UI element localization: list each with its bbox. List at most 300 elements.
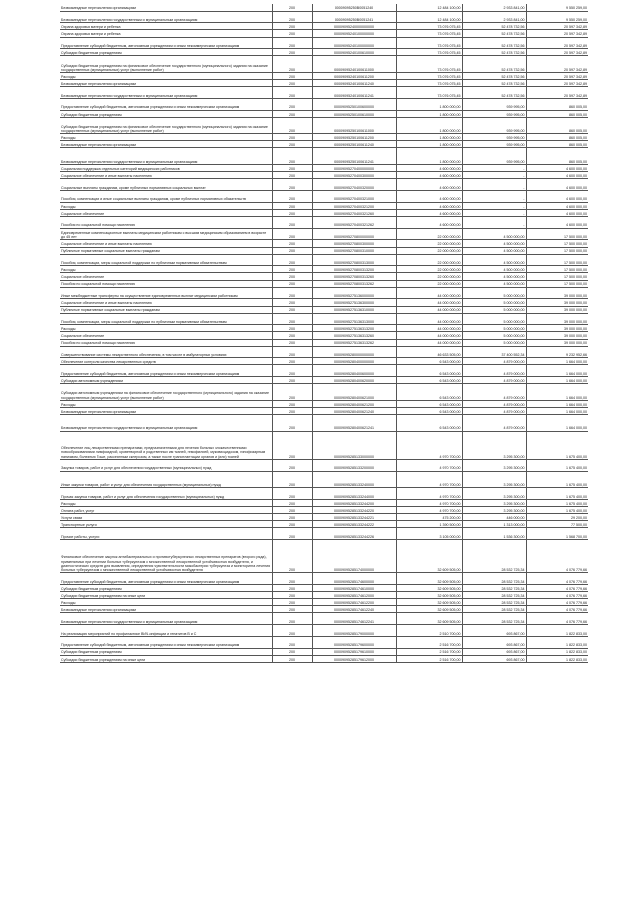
row-rest-cell: 20 597 342,89 [526, 30, 588, 37]
row-plan-cell: 1 390 500,00 [396, 521, 462, 528]
row-plan-cell: 4 970 700,00 [396, 507, 462, 514]
row-plan-cell: 32 609 505,00 [396, 606, 462, 613]
table-row [60, 339, 588, 346]
row-name-cell: Социальное обеспечение и иные выплаты населению [60, 172, 272, 179]
row-kbk-cell: 00009095280400621241 [312, 415, 396, 432]
row-rest-cell: 860 005,00 [526, 98, 588, 110]
row-name-cell: Прочие работы, услуги [60, 528, 272, 540]
row-fact-cell: 4 879 000,00 [462, 415, 526, 432]
table-row [60, 179, 588, 191]
row-fact-cell: 4 879 000,00 [462, 358, 526, 365]
row-fact-cell: 28 532 725,34 [462, 613, 526, 625]
row-code-cell: 200 [272, 325, 312, 332]
row-code-cell: 200 [272, 110, 312, 117]
row-plan-cell: 73 076 075,45 [396, 80, 462, 87]
row-kbk-cell: 00009095250100611000 [312, 117, 396, 134]
row-rest-cell: 39 000 000,00 [526, 325, 588, 332]
row-rest-cell: 17 500 000,00 [526, 240, 588, 247]
row-plan-cell: 4 970 700,00 [396, 471, 462, 488]
row-fact-cell: 4 879 000,00 [462, 384, 526, 401]
row-plan-cell: 2 510 700,00 [396, 625, 462, 637]
row-fact-cell: 3 295 300,00 [462, 507, 526, 514]
table-row [60, 299, 588, 306]
row-fact-cell: 3 295 300,00 [462, 459, 526, 471]
row-plan-cell: 1 800 000,00 [396, 117, 462, 134]
table-row [60, 400, 588, 407]
row-kbk-cell: 00009095270800310000 [312, 247, 396, 254]
row-name-cell: Охрана здоровья матери и ребенка [60, 23, 272, 30]
row-kbk-cell: 00009095285133000000 [312, 431, 396, 459]
row-name-cell: Пособия по социальной помощи населению [60, 339, 272, 346]
row-code-cell: 200 [272, 216, 312, 228]
row-plan-cell: 475 200,00 [396, 514, 462, 521]
row-plan-cell: 4 600 000,00 [396, 164, 462, 171]
row-name-cell: Финансовое обеспечение закупок антибактериальных и противотуберкулезных лекарственных препаратов (второго ряда), применяемых при лечении больных туберкулезом с множественной лекарственной устойчивостью возбудителя, и диагностических средств для выявления, определения чувствительности микобактерии туберкулеза и мониторинга лечения больных туберкулезом с множественной лекарственной устойчивостью возбудителя [60, 540, 272, 573]
row-fact-cell: 28 532 725,34 [462, 591, 526, 598]
row-fact-cell: 3 295 300,00 [462, 471, 526, 488]
row-kbk-cell: 00009095250100611200 [312, 134, 396, 141]
row-name-cell: Расходы [60, 72, 272, 79]
row-rest-cell: 860 005,00 [526, 117, 588, 134]
row-plan-cell: 4 970 700,00 [396, 488, 462, 500]
row-kbk-cell: 00009095285133244226 [312, 528, 396, 540]
row-rest-cell: 4 076 779,66 [526, 584, 588, 591]
row-name-cell: Прочая закупка товаров, работ и услуг для обеспечения государственных (муниципальных) нужд [60, 488, 272, 500]
table-row [60, 87, 588, 99]
table-row [60, 141, 588, 148]
row-code-cell: 200 [272, 172, 312, 179]
row-code-cell: 200 [272, 400, 312, 407]
row-name-cell: Социальное обеспечение [60, 273, 272, 280]
row-code-cell: 200 [272, 528, 312, 540]
row-code-cell: 200 [272, 287, 312, 299]
table-row [60, 591, 588, 598]
row-plan-cell: 44 000 000,00 [396, 332, 462, 339]
row-plan-cell: 4 600 000,00 [396, 190, 462, 202]
row-fact-cell: 693 867,00 [462, 636, 526, 648]
row-code-cell: 200 [272, 37, 312, 49]
row-code-cell: 200 [272, 209, 312, 216]
row-rest-cell: 4 076 779,66 [526, 591, 588, 598]
row-name-cell: Безвозмездные перечисления государственным и муниципальным организациям [60, 415, 272, 432]
row-kbk-cell: 00009095275136000000 [312, 287, 396, 299]
row-kbk-cell: 00009095285133244221 [312, 514, 396, 521]
row-rest-cell: 20 597 342,89 [526, 87, 588, 99]
row-plan-cell: 22 000 000,00 [396, 273, 462, 280]
row-fact-cell: 4 500 000,00 [462, 247, 526, 254]
row-fact-cell: 5 000 000,00 [462, 287, 526, 299]
row-plan-cell: 2 516 700,00 [396, 648, 462, 655]
row-kbk-cell: 00009095250100611240 [312, 141, 396, 148]
row-fact-cell: 446 000,00 [462, 514, 526, 521]
row-code-cell: 200 [272, 459, 312, 471]
row-fact-cell: 5 000 000,00 [462, 339, 526, 346]
row-name-cell: Социальная поддержка отдельных категорий медицинских работников [60, 164, 272, 171]
row-name-cell: Субсидии бюджетным учреждениям на финансовое обеспечение государственного (муниципального) задания на оказание государственных (муниципальных) услуг (выполнение работ) [60, 56, 272, 73]
row-fact-cell: 37 400 552,34 [462, 346, 526, 358]
row-rest-cell: 4 076 779,66 [526, 573, 588, 585]
row-fact-cell: 3 295 300,00 [462, 499, 526, 506]
row-plan-cell: 22 000 000,00 [396, 266, 462, 273]
row-plan-cell: 73 076 075,45 [396, 49, 462, 56]
row-rest-cell: 20 597 342,89 [526, 49, 588, 56]
row-fact-cell: 2 933 841,00 [462, 4, 526, 11]
row-rest-cell: 20 597 342,89 [526, 80, 588, 87]
row-name-cell: Иные межбюджетные трансферты на осуществление единовременных выплат медицинским работникам [60, 287, 272, 299]
row-rest-cell: 1 664 000,00 [526, 400, 588, 407]
row-code-cell: 200 [272, 573, 312, 585]
row-fact-cell: 52 478 732,56 [462, 87, 526, 99]
row-rest-cell: 39 000 000,00 [526, 306, 588, 313]
row-rest-cell: 9 232 952,66 [526, 346, 588, 358]
row-fact-cell: 28 532 725,34 [462, 599, 526, 606]
row-code-cell: 200 [272, 98, 312, 110]
row-code-cell: 200 [272, 606, 312, 613]
row-fact-cell: 4 500 000,00 [462, 273, 526, 280]
row-code-cell: 200 [272, 625, 312, 637]
row-fact-cell: 4 879 000,00 [462, 400, 526, 407]
row-rest-cell: 1 822 833,00 [526, 625, 588, 637]
row-rest-cell: 860 005,00 [526, 110, 588, 117]
row-rest-cell: 9 550 259,00 [526, 11, 588, 23]
row-kbk-cell: 00009095280400621000 [312, 384, 396, 401]
table-row [60, 471, 588, 488]
row-plan-cell: 1 800 000,00 [396, 134, 462, 141]
row-kbk-cell: 00009095285174612000 [312, 591, 396, 598]
row-rest-cell: 860 005,00 [526, 134, 588, 141]
row-name-cell: Охрана здоровья матери и ребенка [60, 30, 272, 37]
row-rest-cell: 1 822 833,00 [526, 655, 588, 662]
row-fact-cell: 1 536 300,00 [462, 528, 526, 540]
row-code-cell: 200 [272, 148, 312, 165]
row-rest-cell: 20 597 342,89 [526, 72, 588, 79]
row-plan-cell: 44 000 000,00 [396, 299, 462, 306]
row-fact-cell: 28 532 725,34 [462, 573, 526, 585]
row-name-cell: Обеспечение контроля качества лекарственных средств [60, 358, 272, 365]
row-rest-cell: 17 500 000,00 [526, 228, 588, 240]
row-rest-cell: 1 675 400,00 [526, 459, 588, 471]
table-row [60, 358, 588, 365]
row-name-cell: Предоставление субсидий бюджетным, автономным учреждениям и иным некоммерческим организациям [60, 98, 272, 110]
row-name-cell: Иные закупки товаров, работ и услуг для обеспечения государственных (муниципальных) нужд [60, 471, 272, 488]
row-fact-cell: 52 478 732,56 [462, 49, 526, 56]
row-plan-cell: 4 600 000,00 [396, 172, 462, 179]
row-kbk-cell: 00009095270400320000 [312, 179, 396, 191]
row-kbk-cell: 00009095250В0051240 [312, 4, 396, 11]
table-row [60, 209, 588, 216]
table-row [60, 431, 588, 459]
table-row [60, 521, 588, 528]
row-code-cell: 200 [272, 80, 312, 87]
table-row [60, 507, 588, 514]
row-plan-cell: 4 970 700,00 [396, 459, 462, 471]
row-code-cell: 200 [272, 240, 312, 247]
row-kbk-cell: 00009095270400321262 [312, 216, 396, 228]
row-fact-cell: 693 867,00 [462, 655, 526, 662]
table-row [60, 346, 588, 358]
row-fact-cell: 1 313 000,00 [462, 521, 526, 528]
row-code-cell: 200 [272, 384, 312, 401]
row-plan-cell: 73 076 075,45 [396, 56, 462, 73]
row-name-cell: Субсидии бюджетным учреждениям на иные цели [60, 655, 272, 662]
row-plan-cell: 22 000 000,00 [396, 247, 462, 254]
row-code-cell: 200 [272, 134, 312, 141]
row-plan-cell: 4 970 700,00 [396, 431, 462, 459]
row-kbk-cell: 00009095250100600000 [312, 98, 396, 110]
table-row [60, 407, 588, 414]
table-row [60, 584, 588, 591]
row-fact-cell: 4 500 000,00 [462, 254, 526, 266]
table-row [60, 332, 588, 339]
row-rest-cell: 1 664 000,00 [526, 377, 588, 384]
row-plan-cell: 4 600 000,00 [396, 179, 462, 191]
row-fact-cell: 5 000 000,00 [462, 332, 526, 339]
row-name-cell: Расходы [60, 134, 272, 141]
row-kbk-cell: 00009095270800313000 [312, 254, 396, 266]
row-kbk-cell: 00009095270800300000 [312, 240, 396, 247]
row-fact-cell: 939 995,00 [462, 148, 526, 165]
row-plan-cell: 1 800 000,00 [396, 110, 462, 117]
table-row [60, 514, 588, 521]
row-plan-cell: 44 000 000,00 [396, 313, 462, 325]
row-plan-cell: 6 543 000,00 [396, 415, 462, 432]
row-plan-cell: 6 543 000,00 [396, 358, 462, 365]
row-code-cell: 200 [272, 521, 312, 528]
table-row [60, 80, 588, 87]
row-name-cell: Безвозмездные перечисления государственным и муниципальным организациям [60, 11, 272, 23]
row-code-cell: 200 [272, 273, 312, 280]
row-code-cell: 200 [272, 332, 312, 339]
row-kbk-cell: 00009095270800313200 [312, 266, 396, 273]
row-fact-cell: 939 995,00 [462, 117, 526, 134]
row-plan-cell: 44 000 000,00 [396, 339, 462, 346]
row-fact-cell: 4 500 000,00 [462, 266, 526, 273]
row-kbk-cell: 00009095285174612200 [312, 599, 396, 606]
row-rest-cell: 4 076 779,66 [526, 540, 588, 573]
row-rest-cell: 39 000 000,00 [526, 313, 588, 325]
row-fact-cell: 28 532 725,34 [462, 584, 526, 591]
row-rest-cell: 17 500 000,00 [526, 266, 588, 273]
row-name-cell: Безвозмездные перечисления государственным и муниципальным организациям [60, 148, 272, 165]
row-rest-cell: 1 664 000,00 [526, 365, 588, 377]
row-name-cell: Пособия, компенсации и иные социальные выплаты гражданам, кроме публичных нормативных обязательств [60, 190, 272, 202]
table-row [60, 384, 588, 401]
row-kbk-cell: 00009095280400621240 [312, 407, 396, 414]
table-row [60, 655, 588, 662]
row-code-cell: 200 [272, 488, 312, 500]
row-rest-cell: 9 550 259,00 [526, 4, 588, 11]
row-rest-cell: 39 000 000,00 [526, 339, 588, 346]
row-code-cell: 200 [272, 49, 312, 56]
row-rest-cell: 39 000 000,00 [526, 299, 588, 306]
row-name-cell: Социальное обеспечение [60, 332, 272, 339]
row-code-cell: 200 [272, 247, 312, 254]
row-name-cell: Пособия по социальной помощи населению [60, 216, 272, 228]
row-code-cell: 200 [272, 313, 312, 325]
row-rest-cell: 29 200,00 [526, 514, 588, 521]
row-name-cell: Расходы [60, 266, 272, 273]
table-row [60, 599, 588, 606]
table-row [60, 190, 588, 202]
row-name-cell: Расходы [60, 599, 272, 606]
row-name-cell: Социальное обеспечение [60, 209, 272, 216]
row-kbk-cell: 00009095280400600000 [312, 365, 396, 377]
row-plan-cell: 6 543 000,00 [396, 407, 462, 414]
row-rest-cell: 4 076 779,66 [526, 599, 588, 606]
row-code-cell: 200 [272, 377, 312, 384]
row-plan-cell: 6 543 000,00 [396, 377, 462, 384]
row-code-cell: 200 [272, 636, 312, 648]
row-plan-cell: 44 000 000,00 [396, 306, 462, 313]
table-row [60, 216, 588, 228]
row-plan-cell: 73 076 075,45 [396, 30, 462, 37]
row-fact-cell: 28 532 725,34 [462, 540, 526, 573]
row-fact-cell: 52 478 732,56 [462, 23, 526, 30]
row-kbk-cell: 00009095240100610000 [312, 49, 396, 56]
row-name-cell: Социальное обеспечение и иные выплаты населению [60, 299, 272, 306]
row-name-cell: Социальное обеспечение и иные выплаты населению [60, 240, 272, 247]
row-rest-cell: 4 600 000,00 [526, 190, 588, 202]
row-kbk-cell: 00009095285133244000 [312, 488, 396, 500]
row-fact-cell: 5 000 000,00 [462, 325, 526, 332]
row-name-cell: Публичные нормативные социальные выплаты гражданам [60, 306, 272, 313]
table-row [60, 164, 588, 171]
row-code-cell: 200 [272, 190, 312, 202]
row-kbk-cell: 00009095285174612241 [312, 613, 396, 625]
row-plan-cell: 1 800 000,00 [396, 98, 462, 110]
row-plan-cell: 3 105 000,00 [396, 528, 462, 540]
row-name-cell: Услуги связи [60, 514, 272, 521]
table-row [60, 365, 588, 377]
row-fact-cell: 52 478 732,56 [462, 30, 526, 37]
row-code-cell: 200 [272, 30, 312, 37]
row-plan-cell: 32 609 505,00 [396, 584, 462, 591]
row-name-cell: Оплата работ, услуг [60, 507, 272, 514]
row-kbk-cell: 00009095285174000000 [312, 540, 396, 573]
row-code-cell: 200 [272, 202, 312, 209]
row-rest-cell: 4 600 000,00 [526, 202, 588, 209]
row-fact-cell: 2 933 841,00 [462, 11, 526, 23]
row-fact-cell: 52 478 732,56 [462, 80, 526, 87]
table-row [60, 11, 588, 23]
table-row [60, 648, 588, 655]
row-rest-cell: 1 664 000,00 [526, 358, 588, 365]
row-kbk-cell: 00009095250100610000 [312, 110, 396, 117]
row-rest-cell: 20 597 342,89 [526, 23, 588, 30]
row-rest-cell: 17 500 000,00 [526, 280, 588, 287]
table-row [60, 415, 588, 432]
row-code-cell: 200 [272, 23, 312, 30]
row-code-cell: 200 [272, 591, 312, 598]
row-fact-cell: 4 879 000,00 [462, 365, 526, 377]
row-kbk-cell: 00009095275136313200 [312, 325, 396, 332]
row-name-cell: Предоставление субсидий бюджетным, автономным учреждениям и иным некоммерческим организациям [60, 636, 272, 648]
row-fact-cell: 693 867,00 [462, 625, 526, 637]
row-code-cell: 200 [272, 179, 312, 191]
table-row [60, 148, 588, 165]
row-rest-cell: 1 675 400,00 [526, 431, 588, 459]
row-rest-cell: 1 664 000,00 [526, 415, 588, 432]
budget-table [60, 4, 588, 663]
row-rest-cell: 1 822 833,00 [526, 636, 588, 648]
row-name-cell: Расходы [60, 202, 272, 209]
row-code-cell: 200 [272, 584, 312, 591]
row-rest-cell: 4 600 000,00 [526, 164, 588, 171]
row-plan-cell: 73 076 075,45 [396, 72, 462, 79]
row-plan-cell: 1 800 000,00 [396, 141, 462, 148]
table-row [60, 266, 588, 273]
row-rest-cell: 17 500 000,00 [526, 273, 588, 280]
row-rest-cell: 4 076 779,66 [526, 606, 588, 613]
row-plan-cell: 4 600 000,00 [396, 216, 462, 228]
row-name-cell: Единовременные компенсационные выплаты медицинским работникам с высшим медицинским образованием в возрасте до 45 лет [60, 228, 272, 240]
row-plan-cell: 2 516 700,00 [396, 655, 462, 662]
row-name-cell: Безвозмездные перечисления организациям [60, 141, 272, 148]
table-row [60, 528, 588, 540]
row-fact-cell: 4 879 000,00 [462, 407, 526, 414]
row-plan-cell: 6 543 000,00 [396, 384, 462, 401]
row-code-cell: 200 [272, 346, 312, 358]
row-kbk-cell: 00009095285179610000 [312, 648, 396, 655]
row-code-cell: 200 [272, 358, 312, 365]
row-plan-cell: 22 000 000,00 [396, 280, 462, 287]
row-name-cell: Безвозмездные перечисления организациям [60, 407, 272, 414]
row-name-cell: Безвозмездные перечисления организациям [60, 80, 272, 87]
row-code-cell: 200 [272, 164, 312, 171]
row-code-cell: 200 [272, 415, 312, 432]
table-row [60, 56, 588, 73]
table-row [60, 72, 588, 79]
row-rest-cell: 1 675 400,00 [526, 499, 588, 506]
row-code-cell: 200 [272, 365, 312, 377]
table-row [60, 325, 588, 332]
row-fact-cell: 939 995,00 [462, 110, 526, 117]
table-row [60, 134, 588, 141]
row-kbk-cell: 00009095270400321000 [312, 190, 396, 202]
table-row [60, 488, 588, 500]
table-row [60, 287, 588, 299]
row-code-cell: 200 [272, 499, 312, 506]
row-fact-cell: 939 995,00 [462, 98, 526, 110]
row-kbk-cell: 00009095240100000000 [312, 37, 396, 49]
row-code-cell: 200 [272, 72, 312, 79]
row-plan-cell: 4 600 000,00 [396, 202, 462, 209]
row-code-cell: 200 [272, 339, 312, 346]
row-fact-cell: 52 478 732,56 [462, 37, 526, 49]
row-kbk-cell: 00009095240100000000 [312, 30, 396, 37]
table-row [60, 499, 588, 506]
table-row [60, 613, 588, 625]
row-kbk-cell: 00009095285179600000 [312, 636, 396, 648]
row-fact-cell: 5 000 000,00 [462, 299, 526, 306]
table-row [60, 240, 588, 247]
row-code-cell: 200 [272, 87, 312, 99]
row-kbk-cell: 00009095285174610000 [312, 584, 396, 591]
table-row [60, 4, 588, 11]
row-plan-cell: 73 076 075,45 [396, 23, 462, 30]
row-rest-cell: 1 822 833,00 [526, 648, 588, 655]
row-kbk-cell: 00009095275136313000 [312, 313, 396, 325]
row-fact-cell: 4 500 000,00 [462, 240, 526, 247]
row-fact-cell: - [462, 209, 526, 216]
row-plan-cell: 22 000 000,00 [396, 254, 462, 266]
row-kbk-cell: 00009095285174612240 [312, 606, 396, 613]
row-kbk-cell: 00009095270800313262 [312, 280, 396, 287]
table-row [60, 273, 588, 280]
row-plan-cell: 32 609 505,00 [396, 613, 462, 625]
row-fact-cell: 4 500 000,00 [462, 280, 526, 287]
row-kbk-cell: 00009095270800000000 [312, 228, 396, 240]
